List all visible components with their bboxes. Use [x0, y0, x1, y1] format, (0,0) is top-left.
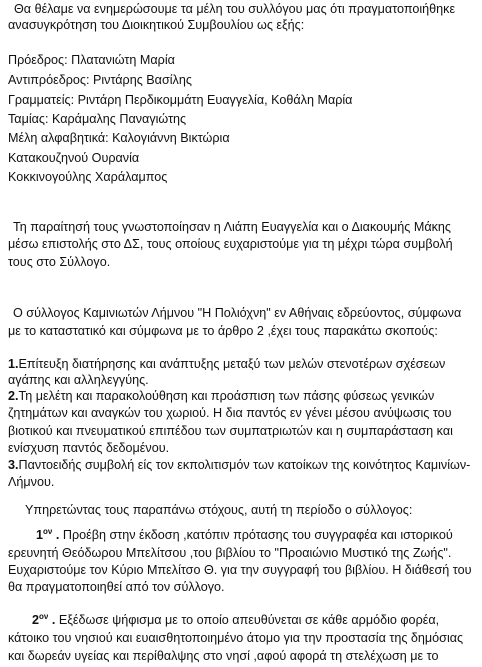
item-2-text: Εξέδωσε ψήφισμα με το οποίο απευθύνεται σε κάθε αρμόδιο φορέα, — [55, 613, 440, 627]
item-1-dot: . — [52, 528, 60, 542]
goal-3-line-1 — [8, 457, 482, 473]
board-secretaries: Γραμματείς: Ριντάρη Περδικομμάτη Ευαγγελία, Κοθάλη Μαρία — [8, 93, 353, 107]
board-treasurer: Ταμίας: Καράμαλης Παναγιώτης — [8, 112, 187, 126]
board-member-2: Κατακουζηνού Ουρανία — [8, 151, 140, 165]
item-1-line-4: θα πραγματοποιηθεί από τον σύλλογο. — [8, 580, 225, 594]
goal-1-line-2: αγάπης και αλληλεγγύης. — [8, 373, 149, 387]
item-2-dot: . — [48, 613, 56, 627]
item-1-line-3: Ευχαριστούμε τον Κύριο Μπελίτσο Θ. για την συγγραφή του βιβλίου. Η διάθεσή του — [8, 563, 472, 577]
item-2-ordinal: ον — [39, 612, 49, 621]
board-vice-president: Αντιπρόεδρος: Ριντάρης Βασίλης — [8, 73, 192, 87]
goal-2-number: 2. — [8, 389, 19, 403]
intro-line-1: Θα θέλαμε να ενημερώσουμε τα μέλη του συλλόγου μας ότι πραγματοποιήθηκε — [14, 2, 456, 16]
resignation-line-1: Τη παραίτησή τους γνωστοποίησαν η Λιάπη Ευαγγελία και ο Διακουμής Μάκης — [13, 220, 451, 234]
resignation-line-3: τους στο Σύλλογο. — [8, 255, 111, 269]
goal-3-line-2: Λήμνου. — [8, 475, 55, 489]
item-1-text: Προέβη στην έκδοση ,κατόπιν πρότασης του συγγραφέα και ιστορικού — [59, 528, 453, 542]
item-2-line-3: και δωρεάν υγείας και περίθαλψης στο νησί ,αφού αφορά τη στελέχωση με το — [8, 649, 439, 663]
board-president: Πρόεδρος: Πλατανιώτη Μαρία — [8, 53, 175, 67]
goal-2-line-2: ζητημάτων και αναγκών του χωριού. Η δια παντός εν γένει μέσου ανύψωσις του — [8, 406, 452, 420]
item-2-line-1 — [32, 612, 482, 628]
board-members: Μέλη αλφαβητικά: Καλογιάννη Βικτώρια — [8, 131, 230, 145]
item-1-number: 1 — [36, 528, 44, 542]
goal-2-text: Τη μελέτη και παρακολούθηση και προάσπιση των πάσης φύσεως γενικών — [18, 389, 435, 403]
goal-1-number: 1. — [8, 357, 19, 371]
goal-1-line-1 — [8, 356, 482, 372]
goal-2-line-4: ενίσχυση παντός δεδομένου. — [8, 441, 170, 455]
item-2-line-2: κάτοικο του νησιού και ευαισθητοποιημένο άτομο για την προστασία της δημόσιας — [8, 631, 464, 645]
item-1-ordinal: ον — [43, 527, 53, 536]
association-line-2: με το καταστατικό και σύμφωνα με το άρθρο 2 ,έχει τους παρακάτω σκοπούς: — [8, 324, 438, 338]
goal-3-text: Παντοειδής συμβολή είς τον εκπολιτισμόν των κατοίκων της κοινότητος Καμινίων- — [18, 458, 471, 472]
intro-line-2: ανασυγκρότηση του Διοικητικού Συμβουλίου ως εξής: — [8, 18, 305, 32]
board-member-3: Κοκκινογούλης Χαράλαμπος — [8, 170, 168, 184]
period-intro: Υπηρετώντας τους παραπάνω στόχους, αυτή τη περίοδο ο σύλλογος: — [25, 503, 413, 517]
goal-3-number: 3. — [8, 458, 19, 472]
item-1-line-1 — [36, 527, 482, 543]
goal-2-line-1 — [8, 388, 482, 404]
resignation-line-2: μέσω επιστολής στο ΔΣ, τους οποίους ευχαριστούμε για τη μέχρι τώρα συμβολή — [8, 237, 453, 251]
association-line-1: Ο σύλλογος Καμινιωτών Λήμνου "Η Πολιόχνη" εν Αθήναις εδρεύοντος, σύμφωνα — [13, 306, 462, 320]
goal-2-line-3: βιοτικού και πνευματικού επιπέδου των συμπατριωτών και η συμπαράσταση και — [8, 424, 453, 438]
item-1-line-2: ερευνητή Θεόδωρου Μπελίτσου ,του βιβλίου το "Προαιώνιο Μυστικό της Ζωής". — [8, 546, 452, 560]
item-2-number: 2 — [32, 613, 40, 627]
goal-1-text: Επίτευξη διατήρησης και ανάπτυξης μεταξύ των μελών στενοτέρων σχέσεων — [18, 357, 446, 371]
